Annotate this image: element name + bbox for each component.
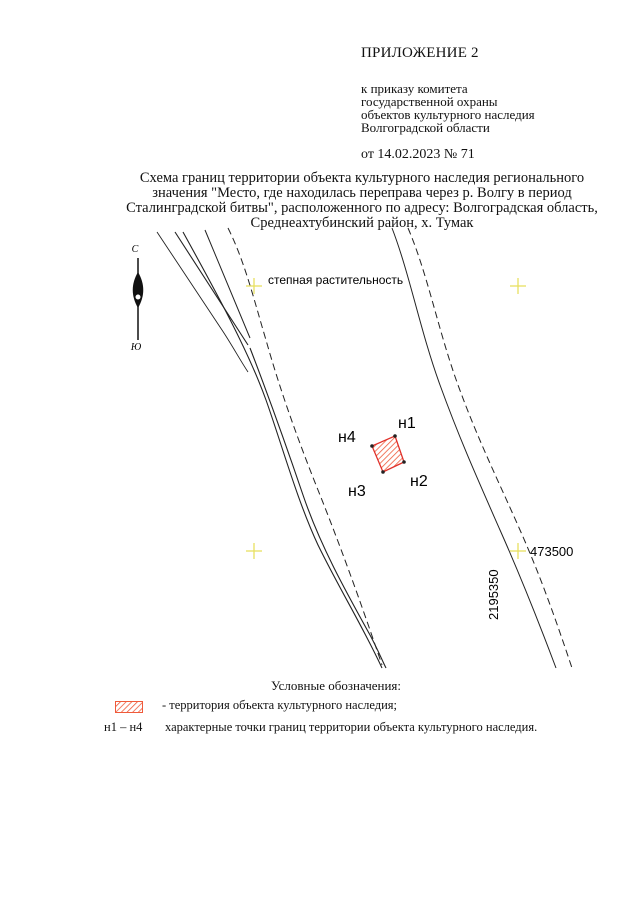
scheme-title-line: Схема границ территории объекта культурного наследия регионального (139, 170, 585, 186)
order-line: Волгоградской области (361, 120, 490, 135)
heritage-territory-polygon (372, 436, 404, 472)
order-date: от 14.02.2023 № 71 (361, 147, 475, 162)
order-line: государственной охраны (361, 94, 498, 109)
compass-north-label: С (131, 244, 139, 255)
boundary-point-n3 (381, 470, 385, 474)
order-line: к приказу комитета (361, 81, 468, 96)
point-label-n3: н3 (348, 483, 366, 500)
north-arrow-icon (130, 244, 143, 353)
grid-x-label: 473500 (530, 544, 574, 559)
grid-cross (246, 543, 262, 559)
point-label-n1: н1 (398, 415, 416, 432)
legend-title: Условные обозначения: (270, 678, 402, 693)
legend-territory-label: - территория объекта культурного наследия; (162, 698, 398, 712)
legend-points-label: характерные точки границ территории объекта культурного наследия. (165, 720, 538, 734)
road-edge-right (250, 348, 386, 668)
road-spur (157, 232, 248, 372)
vegetation-label: степная растительность (268, 273, 404, 287)
scheme-title-line: Среднеахтубинский район, х. Тумак (250, 215, 474, 231)
point-label-n4: н4 (338, 429, 356, 446)
scheme-title-line: значения "Место, где находилась переправа через р. Волгу в период (152, 185, 572, 201)
legend-territory-swatch (115, 701, 143, 713)
dashed-line-left (228, 228, 382, 665)
boundary-point-n2 (402, 460, 406, 464)
grid-cross (510, 278, 526, 294)
legend-points-key: н1 – н4 (104, 720, 143, 734)
compass-south-label: Ю (130, 342, 142, 353)
boundary-point-n1 (393, 434, 397, 438)
grid-y-label: 2195350 (486, 569, 501, 620)
point-label-n2: н2 (410, 473, 428, 490)
scheme-title-line: Сталинградской битвы", расположенного по адресу: Волгоградская область, (126, 200, 598, 216)
appendix-title: ПРИЛОЖЕНИЕ 2 (361, 45, 479, 61)
order-line: объектов культурного наследия (361, 107, 535, 122)
grid-cross (510, 543, 526, 559)
dashed-line-river-left (392, 228, 556, 668)
boundary-point-n4 (370, 444, 374, 448)
